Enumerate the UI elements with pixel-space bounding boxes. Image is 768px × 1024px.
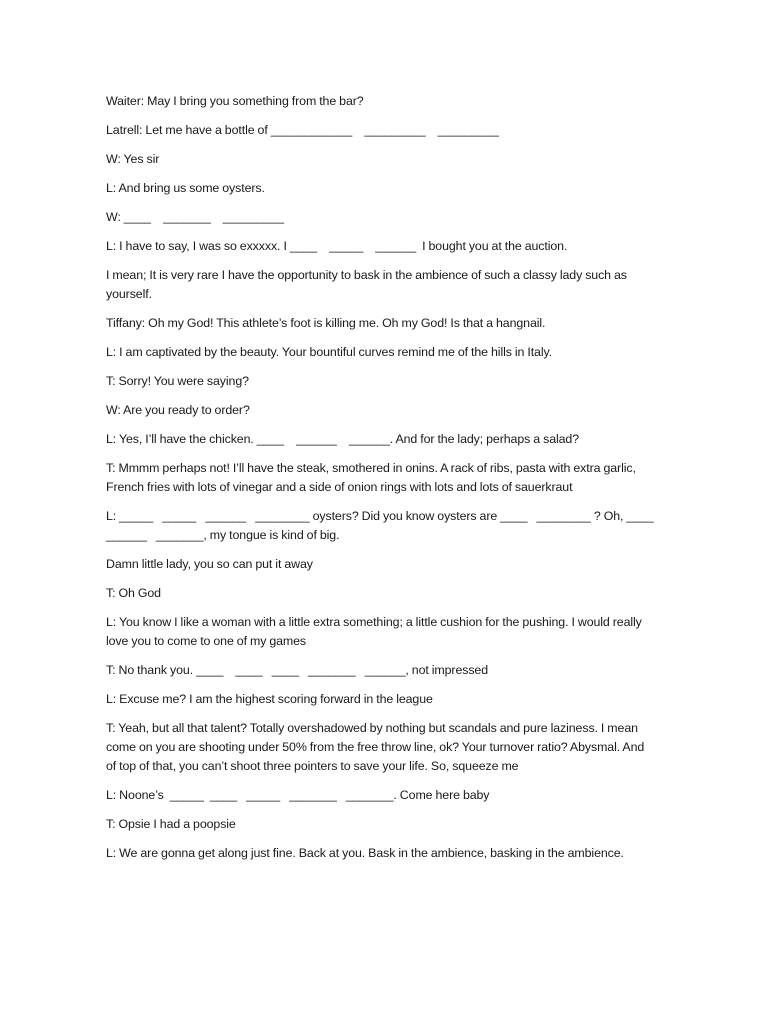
dialogue-line: W: Are you ready to order? xyxy=(106,403,250,417)
dialogue-line: L: I have to say, I was so exxxxx. I ____ _____ ______ I bought you at the auction. xyxy=(106,239,568,253)
dialogue-line: W: Yes sir xyxy=(106,152,160,166)
dialogue-line: T: Mmmm perhaps not! I’ll have the steak, smothered in onins. A rack of ribs, pasta with extra garlic, French fries with lots of vinegar and a side of onion rings with lots and lots of sauerkraut xyxy=(106,461,639,494)
dialogue-line: T: Opsie I had a poopsie xyxy=(106,817,236,831)
dialogue-line: Tiffany: Oh my God! This athlete’s foot is killing me. Oh my God! Is that a hangnail. xyxy=(106,316,546,330)
dialogue-line: L: And bring us some oysters. xyxy=(106,181,265,195)
dialogue-line: L: _____ _____ ______ ________ oysters? Did you know oysters are ____ ________ ? Oh, ____ ______ _______, my tongue is kind of big. xyxy=(106,509,663,542)
dialogue-line: W: ____ _______ _________ xyxy=(106,210,284,224)
dialogue-line: L: Noone’s _____ ____ _____ _______ _______. Come here baby xyxy=(106,788,490,802)
dialogue-line: I mean; It is very rare I have the opportunity to bask in the ambience of such a classy lady such as yourself. xyxy=(106,268,630,301)
dialogue-line: T: No thank you. ____ ____ ____ _______ ______, not impressed xyxy=(106,663,489,677)
dialogue-line: L: We are gonna get along just fine. Back at you. Bask in the ambience, basking in the ambience. xyxy=(106,846,624,860)
dialogue-line: L: I am captivated by the beauty. Your bountiful curves remind me of the hills in Italy. xyxy=(106,345,553,359)
dialogue-line: Damn little lady, you so can put it away xyxy=(106,557,313,571)
dialogue-line: Waiter: May I bring you something from the bar? xyxy=(106,94,364,108)
dialogue-line: L: Yes, I’ll have the chicken. ____ ______ ______. And for the lady; perhaps a salad? xyxy=(106,432,580,446)
dialogue-line: Latrell: Let me have a bottle of ____________ _________ _________ xyxy=(106,123,499,137)
dialogue-line: L: You know I like a woman with a little extra something; a little cushion for the pushing. I would really love you to come to one of my games xyxy=(106,615,645,648)
dialogue-line: T: Yeah, but all that talent? Totally overshadowed by nothing but scandals and pure laziness. I mean come on you are shooting under 50% from the free throw line, ok? Your turnover ratio? Abysmal. And of top of that, you can’t shoot three pointers to save your life. So, squeeze me xyxy=(106,721,648,773)
dialogue-line: T: Sorry! You were saying? xyxy=(106,374,249,388)
dialogue-line: L: Excuse me? I am the highest scoring forward in the league xyxy=(106,692,433,706)
dialogue-line: T: Oh God xyxy=(106,586,161,600)
dialogue-text xyxy=(106,92,663,873)
